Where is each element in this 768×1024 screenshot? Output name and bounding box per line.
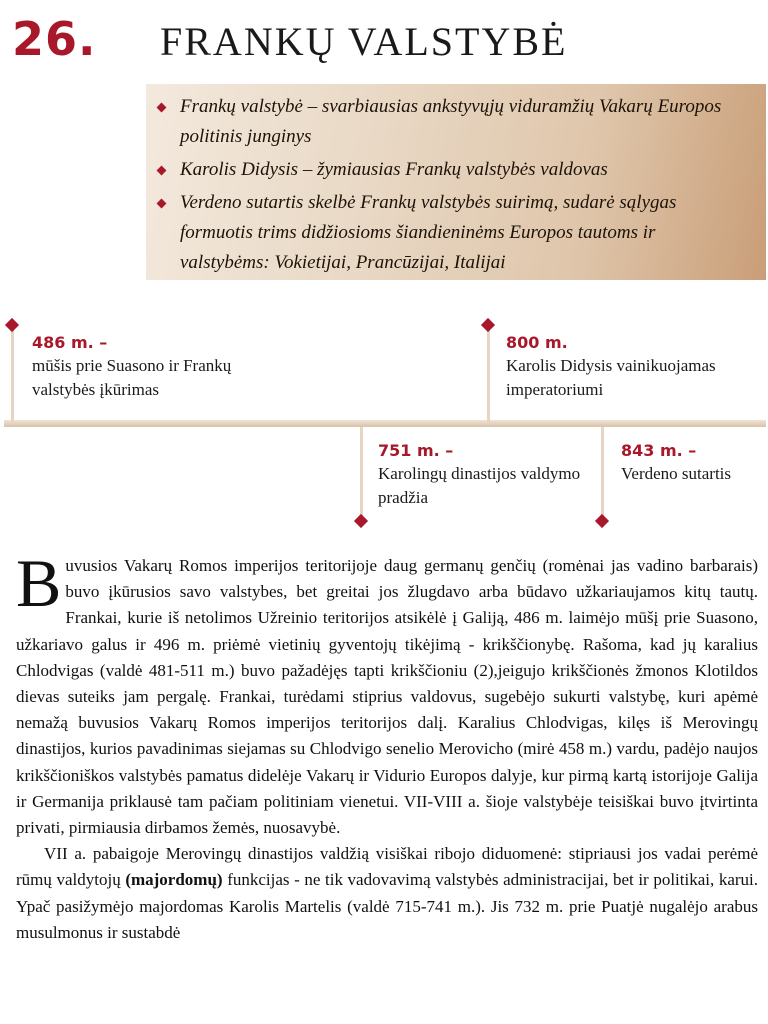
diamond-bullet-icon — [157, 199, 167, 209]
summary-item — [156, 188, 746, 278]
highlighted-term: (majordomų) — [125, 870, 223, 890]
summary-list — [146, 84, 766, 278]
paragraph-text: uvusios Vakarų Romos imperijos teritorijoje daug germanų genčių (romėnai jas vadino barbarais) buvo įkūrusios savo valstybes, bet greitai jos žlugdavo arba būdavo užkariaujamos kitų tautų. Frankai, kurie iš netolimos Užreinio teritorijos atsikėlė į Galiją, 486 m. laimėjo mūšį prie Suasono, užkariavo galus ir 496 m. priėmė vietinių gyventojų tikėjimą - krikščionybę. Rašoma, kad jų karalius Chlodvigas (valdė 481-511 m.) buvo pažadėjęs tapti krikščioniu (2),jeigujo krikščionės žmonos Klotildos dievas suteiks jam pergalę. Frankai, turėdami stiprius valdovus, sugebėjo sukurti valstybę, kuri apėmė nemažą buvusios Vakarų Romos imperijos teritorijos dalį. Karalius Chlodvigas, kilęs iš Merovingų dinastijos, kurios pavadinimas siejamas su Chlodvigo senelio Merovicho (mirė 458 m.) vardu, padėjo naujos krikščioniškos valstybės pamatus didelėje Vakarų ir Vidurio Europos dalyje, kur pirmą kartą istorijoje Galija ir Germanija priklausė tam pačiam politiniam vienetui. VII-VIII a. šioje valstybėje teisiškai buvo įtvirtinta privati, pirmiausia dirbamos žemės, nuosavybė. — [16, 556, 758, 838]
timeline-axis — [4, 420, 766, 427]
diamond-bullet-icon — [157, 166, 167, 176]
event-year: 751 m. – — [378, 441, 454, 460]
timeline-stem — [360, 427, 363, 519]
diamond-marker-icon — [5, 318, 19, 332]
event-year: 843 m. – — [621, 441, 697, 460]
article-paragraph — [16, 545, 758, 841]
timeline-event — [378, 440, 588, 510]
event-description: Verdeno sutartis — [621, 464, 732, 483]
article-body — [16, 545, 759, 946]
summary-item-text: Karolis Didysis – žymiausias Frankų valstybės valdovas — [180, 159, 608, 180]
paragraph-text: VII a. pabaigoje Merovingų dinastijos valdžią visiškai ribojo diduomenė: stipriausi jos vadai perėmė rūmų valdytojų — [16, 844, 758, 890]
event-year: 800 m. — [506, 333, 568, 352]
paragraph-text: funkcijas - ne tik vadovavimą valstybės administracijai, bet ir politikai, karui. Ypač pasižymėjo majordomas Karolis Martelis (valdė 715-741 m.). Jis 732 m. prie Puatjė nugalėjo arabus musulmonus ir sustabdė — [16, 870, 759, 942]
diamond-marker-icon — [481, 318, 495, 332]
chapter-title: FRANKŲ VALSTYBĖ — [160, 19, 568, 64]
article-paragraph — [16, 841, 758, 946]
event-description: Karolingų dinastijos valdymo pradžia — [378, 464, 581, 507]
diamond-marker-icon — [354, 514, 368, 528]
event-description: Karolis Didysis vainikuojamas imperatoriumi — [506, 356, 716, 399]
timeline-stem — [487, 326, 490, 422]
summary-item — [156, 155, 746, 185]
timeline — [0, 300, 768, 540]
summary-item-text: Frankų valstybė – svarbiausias ankstyvųjų viduramžių Vakarų Europos politinis junginys — [180, 96, 722, 147]
summary-item-text: Verdeno sutartis skelbė Frankų valstybės suirimą, sudarė sąlygas formuotis trims didžiosioms šiandieninėms Europos tautoms ir valstybėms: Vokietijai, Prancūzijai, Italijai — [180, 192, 677, 273]
timeline-stem — [11, 324, 14, 422]
timeline-event — [621, 440, 766, 486]
timeline-stem — [601, 427, 604, 519]
drop-cap: B — [16, 545, 62, 621]
chapter-number: 26. — [12, 12, 97, 66]
summary-box — [146, 84, 766, 280]
timeline-event — [32, 332, 292, 402]
chapter-header — [10, 12, 750, 72]
event-year: 486 m. – — [32, 333, 108, 352]
event-description: mūšis prie Suasono ir Frankų valstybės įkūrimas — [32, 356, 232, 399]
diamond-bullet-icon — [157, 103, 167, 113]
summary-item — [156, 92, 746, 152]
diamond-marker-icon — [595, 514, 609, 528]
timeline-event — [506, 332, 766, 402]
